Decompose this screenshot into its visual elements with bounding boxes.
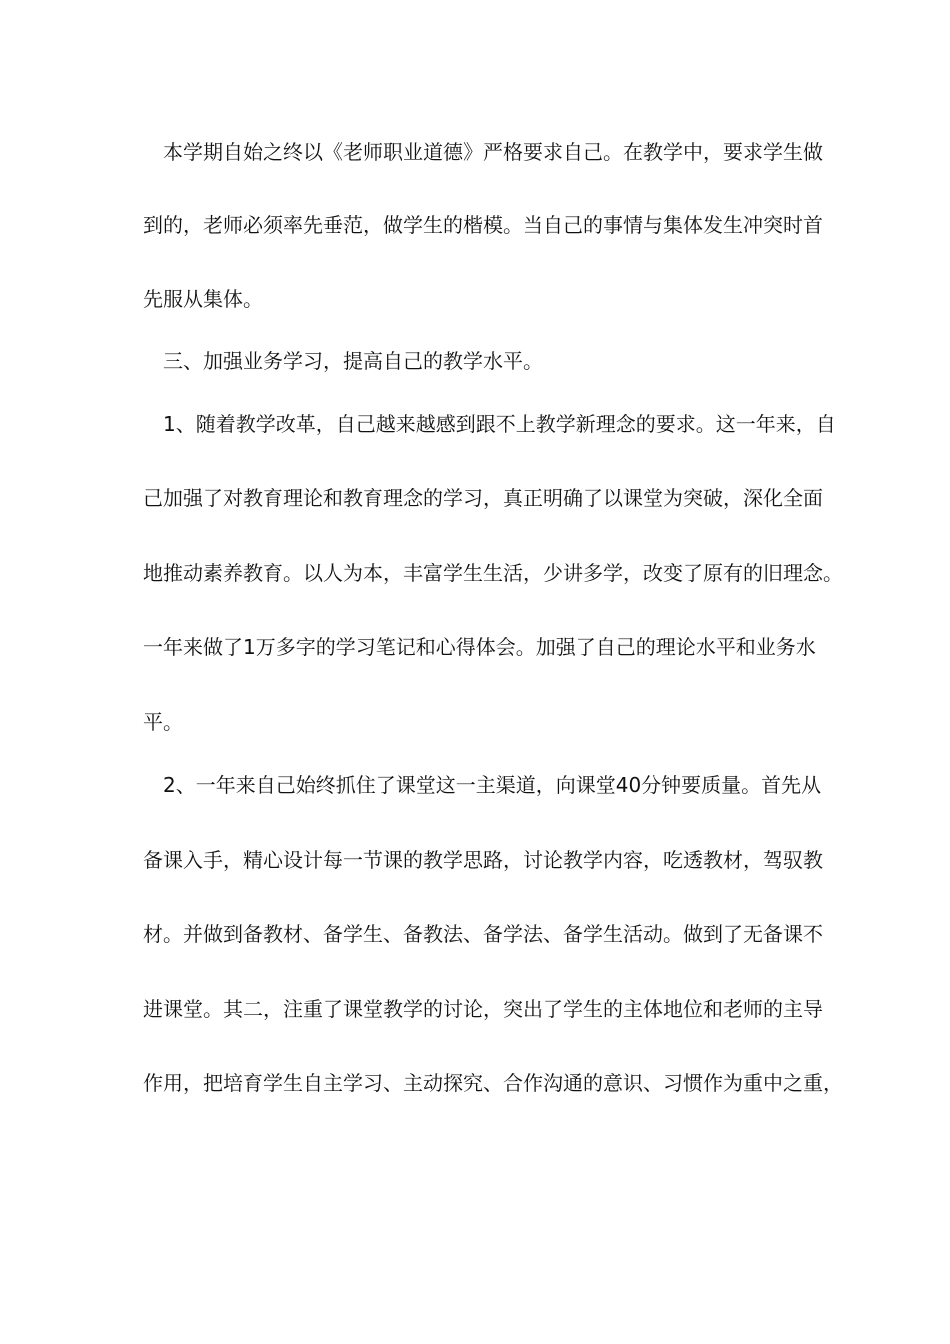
paragraph-line: 进课堂。其二，注重了课堂教学的讨论，突出了学生的主体地位和老师的主导 (143, 997, 823, 1021)
section-heading: 三、加强业务学习，提高自己的教学水平。 (163, 349, 543, 373)
paragraph-line: 己加强了对教育理论和教育理念的学习，真正明确了以课堂为突破，深化全面 (143, 486, 823, 510)
paragraph-line: 备课入手，精心设计每一节课的教学思路，讨论教学内容，吃透教材，驾驭教 (143, 848, 823, 872)
paragraph-line: 先服从集体。 (143, 287, 263, 311)
paragraph-line: 作用，把培育学生自主学习、主动探究、合作沟通的意识、习惯作为重中之重， (143, 1071, 843, 1095)
paragraph-line: 地推动素养教育。以人为本，丰富学生生活，少讲多学，改变了原有的旧理念。 (143, 561, 843, 585)
paragraph-line: 2、一年来自己始终抓住了课堂这一主渠道，向课堂40分钟要质量。首先从 (163, 773, 822, 797)
paragraph-line: 材。并做到备教材、备学生、备教法、备学法、备学生活动。做到了无备课不 (143, 922, 823, 946)
paragraph-line: 到的，老师必须率先垂范，做学生的楷模。当自己的事情与集体发生冲突时首 (143, 213, 823, 237)
paragraph-line: 1、随着教学改革，自己越来越感到跟不上教学新理念的要求。这一年来，自 (163, 412, 836, 436)
paragraph-line: 本学期自始之终以《老师职业道德》严格要求自己。在教学中，要求学生做 (163, 140, 823, 164)
paragraph-line: 平。 (143, 710, 183, 734)
paragraph-line: 一年来做了1万多字的学习笔记和心得体会。加强了自己的理论水平和业务水 (143, 635, 816, 659)
